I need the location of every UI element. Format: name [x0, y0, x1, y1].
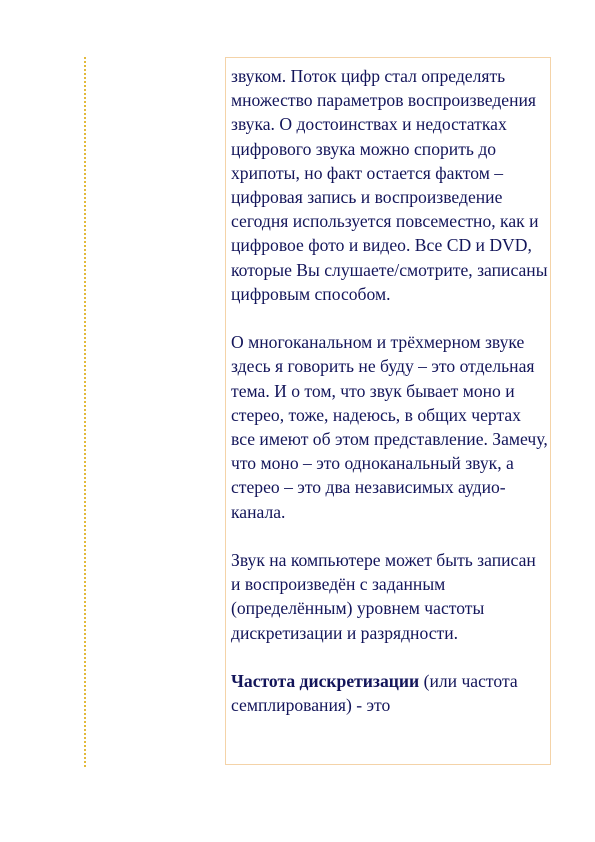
- paragraph-sampling-definition: [231, 669, 548, 717]
- definition-text: (или частота семплирования) - это: [231, 671, 518, 716]
- body-text: [231, 64, 548, 717]
- margin-rule: [84, 57, 86, 767]
- paragraph-channels: О многоканальном и трёхмерном звуке здесь я говорить не буду – это отдельная тема. И о том, что звук бывает моно и стерео, тоже, надеюсь, в общих чертах все имеют об этом представление. Замечу, что моно – это одноканальный звук, а стерео – это два независимых аудио-канала.: [231, 332, 548, 522]
- text-frame: [225, 57, 551, 765]
- paragraph-sampling-intro: Звук на компьютере может быть записан и воспроизведён с заданным (определённым) уровнем частоты дискретизации и разрядности.: [231, 550, 536, 643]
- paragraph-digital-sound: звуком. Поток цифр стал определять множество параметров воспроизведения звука. О достоинствах и недостатках цифрового звука можно спорить до хрипоты, но факт остается фактом – цифровая запись и воспроизведение сегодня используется повсеместно, как и цифровое фото и видео. Все CD и DVD, которые Вы слушаете/смотрите, записаны цифровым способом.: [231, 66, 548, 304]
- term-sampling-rate: Частота дискретизации: [231, 671, 420, 692]
